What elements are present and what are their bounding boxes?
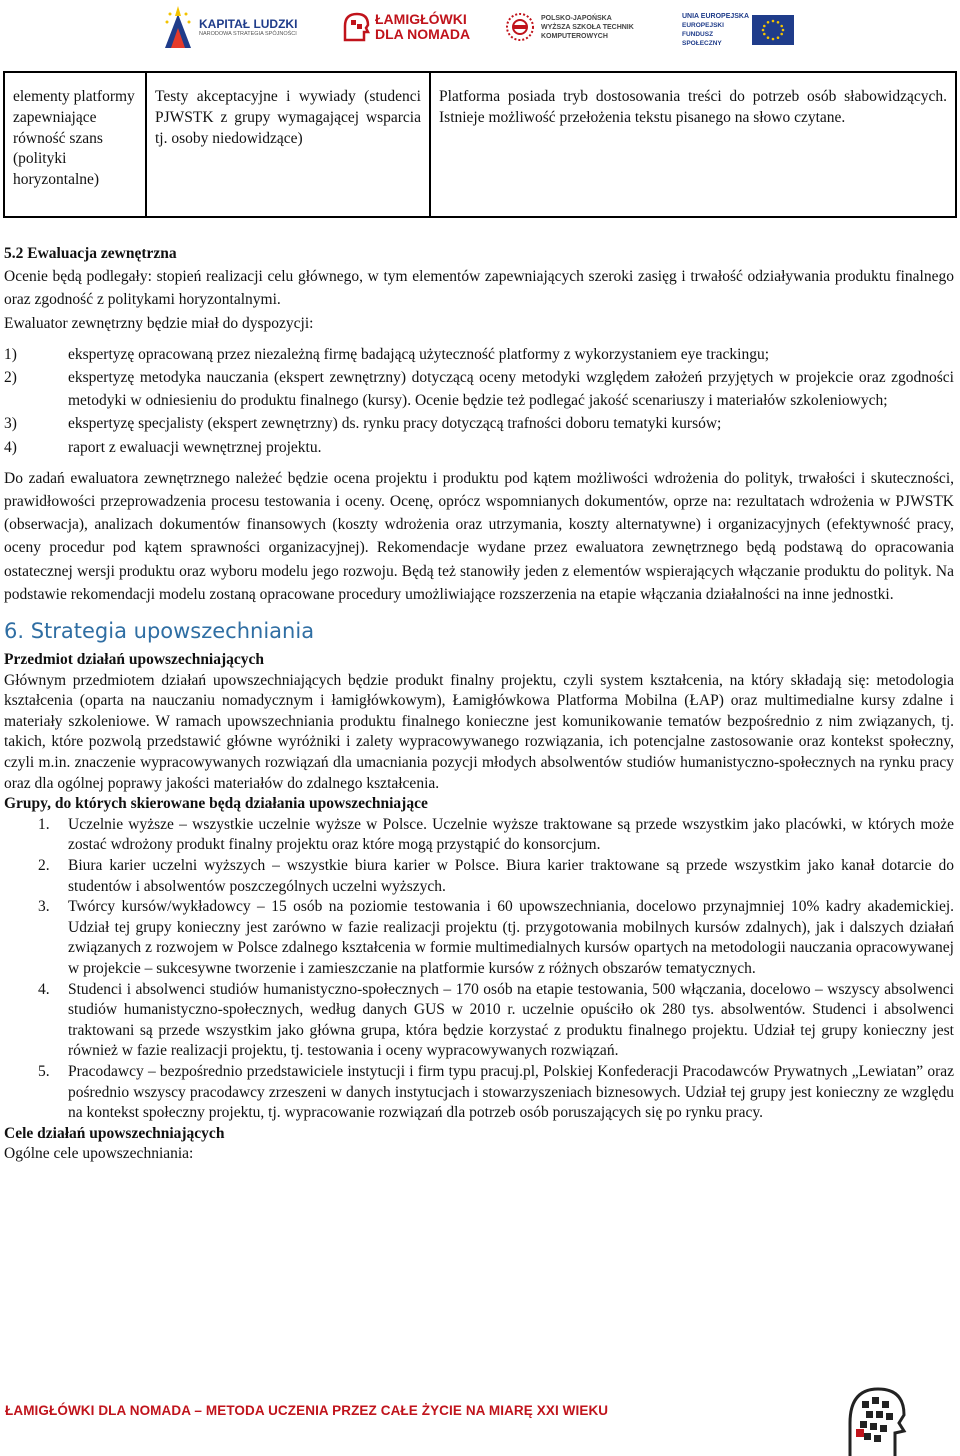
list-text: ekspertyzę opracowaną przez niezależną firmę badającą użyteczność platformy z wykorzystaniem eye trackingu; bbox=[68, 345, 770, 363]
section-heading-6: 6. Strategia upowszechniania bbox=[4, 619, 315, 644]
list-item bbox=[4, 436, 954, 459]
pjwstk-name: POLSKO-JAPOŃSKA bbox=[541, 14, 612, 22]
list-text: Biura karier uczelni wyższych – wszystkie biura karier w Polsce. Biura karier traktowane są przede wszystkim jako kanał dotarcie do studentów i absolwentów poszczególnych uczelni wyższych. bbox=[68, 856, 954, 895]
list-number: 3) bbox=[4, 415, 17, 433]
paragraph: Ewaluator zewnętrzny będzie miał do dyspozycji: bbox=[4, 314, 314, 332]
list-item bbox=[4, 856, 954, 897]
summary-table bbox=[3, 71, 957, 218]
list-item bbox=[4, 412, 954, 435]
list-text: Studenci i absolwenci studiów humanistyczno-społecznych – 170 osób na etapie testowania, 500 włączania, docelowo – wszyscy absolwenci studiów humanistyczno-społecznych, według danych GUS w 2010 r. uczelnie opuściło ok 280 tys. absolwentów. Studenci i absolwenci traktowani są przede wszystkim jako główna grupa, która będzie korzystać z produktu finalnego projektu. Udział tej grupy konieczny jest również w fazie realizacji projektu, tj. testowania i oceny wypracowywanych rozwiązań. bbox=[68, 980, 954, 1060]
list-number: 2) bbox=[4, 369, 17, 387]
paragraph: Ocenie będą podlegały: stopień realizacji celu głównego, w tym elementów zapewniających szeroki zasięg i trwałość odziaływania produktu finalnego oraz zgodność z politykami horyzontalnymi. bbox=[4, 268, 954, 309]
document-body bbox=[4, 242, 954, 1165]
eu-sub: EUROPEJSKI FUNDUSZ SPOŁECZNY bbox=[682, 22, 724, 47]
eu-flag-icon bbox=[752, 15, 794, 45]
table-cell-elements: elementy platformy zapewniające równość szans (polityki horyzontalne) bbox=[5, 73, 147, 216]
evaluator-list bbox=[4, 343, 954, 459]
list-number: 1) bbox=[4, 345, 17, 363]
list-number: 4) bbox=[4, 438, 17, 456]
list-text: Pracodawcy – bezpośrednio przedstawiciele instytucji i firm typu pracuj.pl, Polskiej Konfederacji Pracodawców Prywatnych „Lewiatan” oraz pośrednio wszyscy pracodawcy zrzeszeni w danych instytucjach i stowarzyszeniach biznesowych. Udział tej grupy jest konieczny ze względu na kontekst społeczny projektu, tj. wypracowanie rozwiązań dla potrzeb osób poruszających się po rynku pracy. bbox=[68, 1062, 954, 1122]
lamiglowki-sub: DLA NOMADA bbox=[375, 26, 471, 42]
subheading: Przedmiot działań upowszechniających bbox=[4, 651, 265, 669]
target-groups-list bbox=[4, 815, 954, 1124]
paragraph: Do zadań ewaluatora zewnętrznego należeć będzie ocena projektu i produktu pod kątem możliwości wdrożenia do polityk, trwałości i skuteczności, prawidłowości przeprowadzenia procesu testowania i oceny. Ocenę, oprócz wspomnianych dokumentów, oprze na: rezultatach wdrożenia w PJWSTK (obserwacja), analizach dokumentów finansowych (koszty wdrożenia oraz utrzymania, koszty alternatywne) i organizacyjnych (efektywność pracy, oceny procedur pod kątem sprawności organizacyjnej). Rekomendacje wydane przez ewaluatora zewnętrznego będą podstawą do opracowania ostatecznej wersji produktu oraz wyboru modelu jego rozwoju. Będą też stanowiły jeden z elementów wspierających włączanie produktu do polityk. Na podstawie rekomendacji modelu zostaną opracowane procedury umożliwiające rozszerzenia na etapie włączania działalności na inne jednostki. bbox=[4, 469, 954, 603]
footer-text: ŁAMIGŁÓWKI DLA NOMADA – METODA UCZENIA PRZEZ CAŁE ŻYCIE NA MIARĘ XXI WIEKU bbox=[5, 1403, 609, 1418]
list-text: ekspertyzę metodyka nauczania (ekspert zewnętrzny) dotyczącą oceny metodyki względem założeń przyjętych w projekcie oraz zgodności metodyki w odniesieniu do produktu finalnego (kursy). Ocenie będzie też podlegać jakość scenariuszy i materiałów szkoleniowych; bbox=[68, 369, 954, 410]
table-cell-method: Testy akceptacyjne i wywiady (studenci PJWSTK z grupy wymagającej wsparcia tj. osoby niedowidzące) bbox=[147, 73, 431, 216]
paragraph: Głównym przedmiotem działań upowszechniających będzie produkt finalny projektu, czyli system kształcenia, na który składają się: metodologia kształcenia (oparta na nauczaniu nomadycznym i łamigłówkowym), Łamigłówkowa Platforma Mobilna (ŁAP) oraz multimedialne kursy zdalne i materiały szkoleniowe. W ramach upowszechniania produktu finalnego konieczne jest komunikowanie tematów bezpośrednio z nim związanych, tj. takich, które pozwolą przedstawić główne wyróżniki i zalety wypracowywanego rozwiązania, ich potencjalne zastosowanie oraz kontekst społeczny, czyli m.in. znaczenie wypracowywanych rozwiązań dla umacniania pozycji młodych absolwentów studiów humanistyczno-społecznych na rynku pracy oraz dla ogólnej poprawy jakości materiałów do zdalnego kształcenia. bbox=[4, 671, 954, 792]
kapital-ludzki-logo bbox=[163, 4, 297, 50]
list-number: 4. bbox=[38, 980, 50, 998]
eu-name: UNIA EUROPEJSKA bbox=[682, 13, 750, 20]
kapital-ludzki-sub: NARODOWA STRATEGIA SPÓJNOŚCI bbox=[199, 30, 297, 37]
list-text: Twórcy kursów/wykładowcy – 15 osób na poziomie testowania i 60 upowszechniania, docelowo przynajmniej 10% kadry akademickiej. Udział tej grupy konieczny jest zarówno w fazie realizacji projektu (tj. przygotowania mobilnych kursów zdalnych), jak i dalszych działań związanych z rozwojem w Polsce zdalnego kształcenia w formie multimedialnych kursów opartych na metodologii nauczania opracowywanej w projekcie – sukcesywne tworzenie i zamieszczanie na platformie kursów z różnych obszarów tematycznych. bbox=[68, 898, 954, 977]
list-text: ekspertyzę specjalisty (ekspert zewnętrzny) ds. rynku pracy dotyczącą trafności doboru tematyki kursów; bbox=[68, 415, 722, 433]
pjwstk-sub: WYŻSZA SZKOŁA TECHNIK KOMPUTEROWYCH bbox=[541, 23, 634, 40]
eu-logo bbox=[682, 12, 794, 48]
section-heading-5-2: 5.2 Ewaluacja zewnętrzna bbox=[4, 245, 177, 262]
list-number: 3. bbox=[38, 898, 50, 916]
lamiglowki-name: ŁAMIGŁÓWKI bbox=[375, 11, 467, 27]
puzzle-head-icon bbox=[341, 10, 371, 44]
subheading: Grupy, do których skierowane będą działania upowszechniające bbox=[4, 795, 428, 813]
subheading: Cele działań upowszechniających bbox=[4, 1124, 225, 1142]
list-item bbox=[4, 343, 954, 366]
puzzle-head-footer-icon bbox=[842, 1383, 908, 1456]
list-number: 1. bbox=[38, 815, 50, 833]
pjwstk-circle-icon bbox=[505, 12, 535, 42]
header-logos bbox=[0, 0, 960, 56]
list-text: raport z ewaluacji wewnętrznej projektu. bbox=[68, 438, 322, 456]
list-item bbox=[4, 366, 954, 412]
list-number: 2. bbox=[38, 856, 50, 874]
pjwstk-logo bbox=[505, 12, 661, 42]
kapital-ludzki-name: KAPITAŁ LUDZKI bbox=[199, 16, 298, 31]
list-item bbox=[4, 980, 954, 1062]
list-text: Uczelnie wyższe – wszystkie uczelnie wyższe w Polsce. Uczelnie wyższe traktowane są przede wszystkim jako placówki, w których może zostać wdrożony produkt finalny projektu oraz które mogą przystąpić do konsorcjum. bbox=[68, 815, 954, 854]
lamiglowki-logo bbox=[341, 10, 470, 44]
kapital-ludzki-emblem-icon bbox=[163, 4, 193, 50]
list-item bbox=[4, 815, 954, 856]
list-item bbox=[4, 897, 954, 979]
list-item bbox=[4, 1062, 954, 1124]
list-number: 5. bbox=[38, 1062, 50, 1080]
paragraph: Ogólne cele upowszechniania: bbox=[4, 1145, 194, 1163]
table-cell-result: Platforma posiada tryb dostosowania treści do potrzeb osób słabowidzących. Istnieje możliwość przełożenia tekstu pisanego na słowo czytane. bbox=[439, 88, 947, 126]
